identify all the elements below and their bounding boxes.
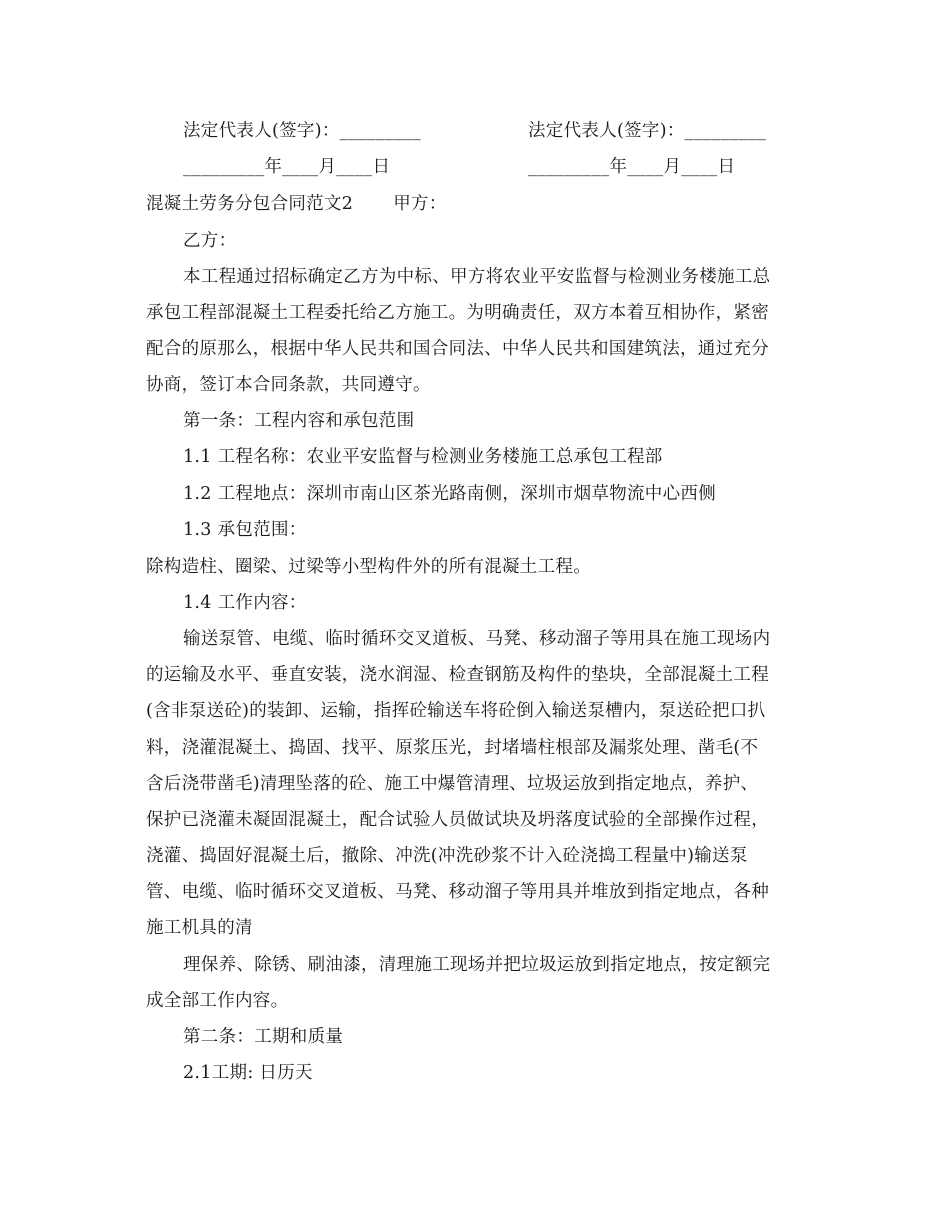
work-content-line: 管、电缆、临时循环交叉道板、马凳、移动溜子等用具并堆放到指定地点，各种 [146, 882, 769, 902]
work-content-line: 浇灌、捣固好混凝土后，撤除、冲洗(冲洗砂浆不计入砼浇捣工程量中)输送泵 [146, 846, 748, 866]
article1-scope: 除构造柱、圈梁、过梁等小型构件外的所有混凝土工程。 [146, 557, 591, 577]
work-content-line: 含后浇带凿毛)清理坠落的砼、施工中爆管清理、垃圾运放到指定地点，养护、 [146, 774, 759, 794]
signature-left-rep: 法定代表人(签字)：_________ [183, 121, 422, 141]
work-content-cont-line: 成全部工作内容。 [146, 991, 289, 1011]
work-content-cont-line: 理保养、除锈、刷油漆，清理施工现场并把垃圾运放到指定地点，按定额完 [183, 955, 771, 975]
article2-item-2-1: 2.1工期: 日历天 [183, 1063, 313, 1083]
work-content-line: 的运输及水平、垂直安装，浇水润湿、检查钢筋及构件的垫块，全部混凝土工程 [146, 665, 769, 685]
intro-line: 承包工程部混凝土工程委托给乙方施工。为明确责任，双方本着互相协作，紧密 [146, 303, 769, 323]
intro-line: 配合的原那么，根据中华人民共和国合同法、中华人民共和国建筑法，通过充分 [146, 339, 769, 359]
article2-title: 第二条：工期和质量 [183, 1027, 344, 1047]
article1-item-1-2: 1.2 工程地点：深圳市南山区茶光路南侧，深圳市烟草物流中心西侧 [183, 484, 716, 504]
work-content-line: 输送泵管、电缆、临时循环交叉道板、马凳、移动溜子等用具在施工现场内 [183, 629, 771, 649]
intro-line: 协商，签订本合同条款，共同遵守。 [146, 375, 431, 395]
document-title: 混凝土劳务分包合同范文2 [146, 194, 354, 214]
document-heading [146, 192, 447, 216]
article1-item-1-3: 1.3 承包范围： [183, 520, 307, 540]
article1-item-1-4: 1.4 工作内容： [183, 593, 307, 613]
party-b-label: 乙方： [183, 231, 237, 251]
party-a-label: 甲方： [393, 194, 447, 214]
intro-line: 本工程通过招标确定乙方为中标、甲方将农业平安监督与检测业务楼施工总 [183, 267, 771, 287]
article1-title: 第一条：工程内容和承包范围 [183, 411, 415, 431]
work-content-line: 料，浇灌混凝土、捣固、找平、原浆压光，封堵墙柱根部及漏浆处理、凿毛(不 [146, 738, 759, 758]
signature-right-rep: 法定代表人(签字)：_________ [528, 121, 767, 141]
signature-left-date: _________年____月____日 [183, 157, 391, 177]
article1-item-1-1: 1.1 工程名称：农业平安监督与检测业务楼施工总承包工程部 [183, 447, 663, 467]
signature-right-date: _________年____月____日 [528, 157, 736, 177]
work-content-line: 保护已浇灌未凝固混凝土，配合试验人员做试块及坍落度试验的全部操作过程， [146, 810, 769, 830]
work-content-line: 施工机具的清 [146, 918, 253, 938]
work-content-line: (含非泵送砼)的装卸、运输，指挥砼输送车将砼倒入输送泵槽内，泵送砼把口扒 [146, 701, 766, 721]
